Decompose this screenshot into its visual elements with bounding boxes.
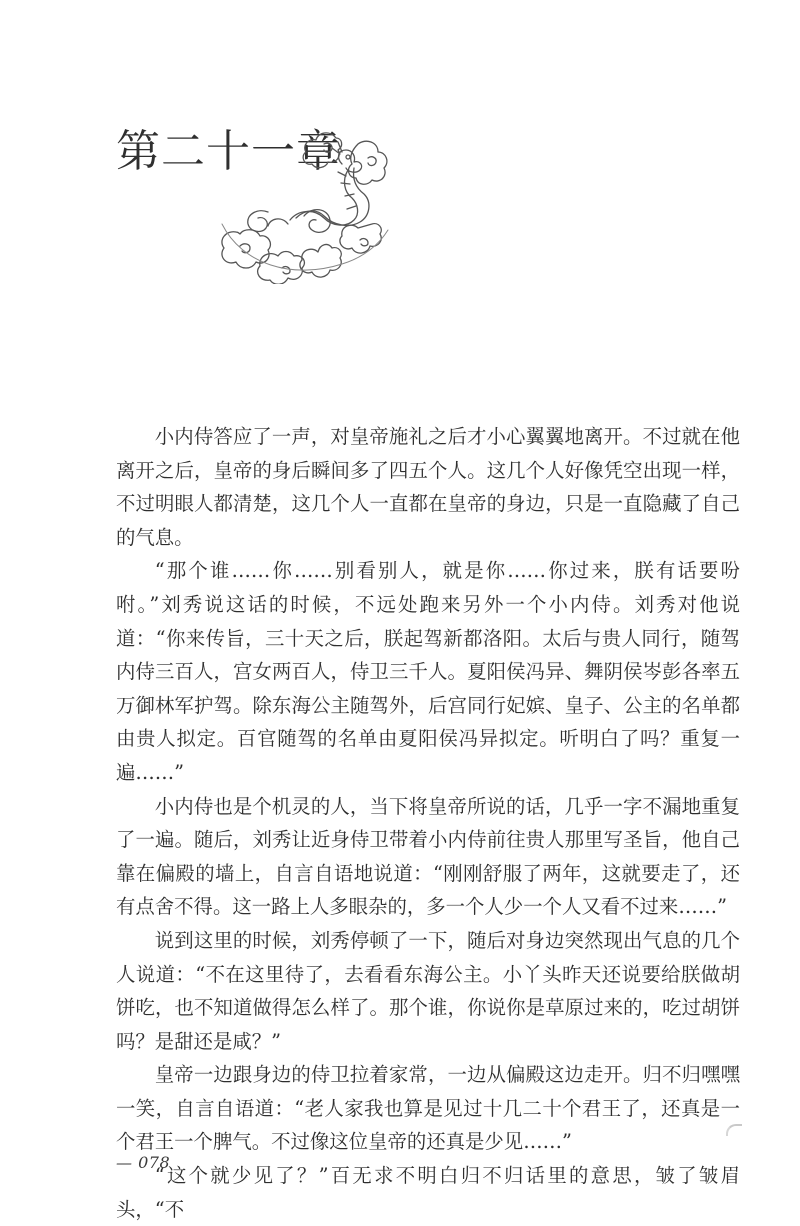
paragraph: “那个谁……你……别看别人，就是你……你过来，朕有话要吩咐。”刘秀说这话的时候，不远处跑来另外一个小内侍。刘秀对他说道：“你来传旨，三十天之后，朕起驾新都洛阳。太后与贵人同行，随驾内侍三百人，宫女两百人，侍卫三千人。夏阳侯冯异、舞阴侯岑彭各率五万御林军护驾。除东海公主随驾外，后宫同行妃嫔、皇子、公主的名单都由贵人拟定。百官随驾的名单由夏阳侯冯异拟定。听明白了吗？重复一遍……” (116, 559, 740, 784)
paragraph: “这个就少见了？”百无求不明白归不归话里的意思，皱了皱眉头，“不 (116, 1164, 740, 1221)
page-number: — 078 (116, 1153, 171, 1172)
paragraph: 皇帝一边跟身边的侍卫拉着家常，一边从偏殿这边走开。归不归嘿嘿一笑，自言自语道：“老人家我也算是见过十几二十个君王了，还真是一个君王一个脾气。不过像这位皇帝的还真是少见……” (116, 1063, 740, 1154)
scan-mark (726, 1124, 742, 1136)
paragraph: 小内侍也是个机灵的人，当下将皇帝所说的话，几乎一字不漏地重复了一遍。随后，刘秀让近身侍卫带着小内侍前往贵人那里写圣旨，他自己靠在偏殿的墙上，自言自语地说道：“刚刚舒服了两年，这就要走了，还有点舍不得。这一路上人多眼杂的，多一个人少一个人又看不过来……” (116, 794, 740, 919)
cloud-dragon-ornament-icon (208, 124, 408, 284)
paragraph: 说到这里的时候，刘秀停顿了一下，随后对身边突然现出气息的几个人说道：“不在这里待了，去看看东海公主。小丫头昨天还说要给朕做胡饼吃，也不知道做得怎么样了。那个谁，你说你是草原过来的，吃过胡饼吗？是甜还是咸？” (116, 928, 740, 1053)
chapter-title: 第二十一章 (116, 126, 341, 177)
paragraph: 小内侍答应了一声，对皇帝施礼之后才小心翼翼地离开。不过就在他离开之后，皇帝的身后瞬间多了四五个人。这几个人好像凭空出现一样，不过明眼人都清楚，这几个人一直都在皇帝的身边，只是一直隐藏了自己的气息。 (116, 425, 740, 549)
body-text (116, 420, 740, 1226)
